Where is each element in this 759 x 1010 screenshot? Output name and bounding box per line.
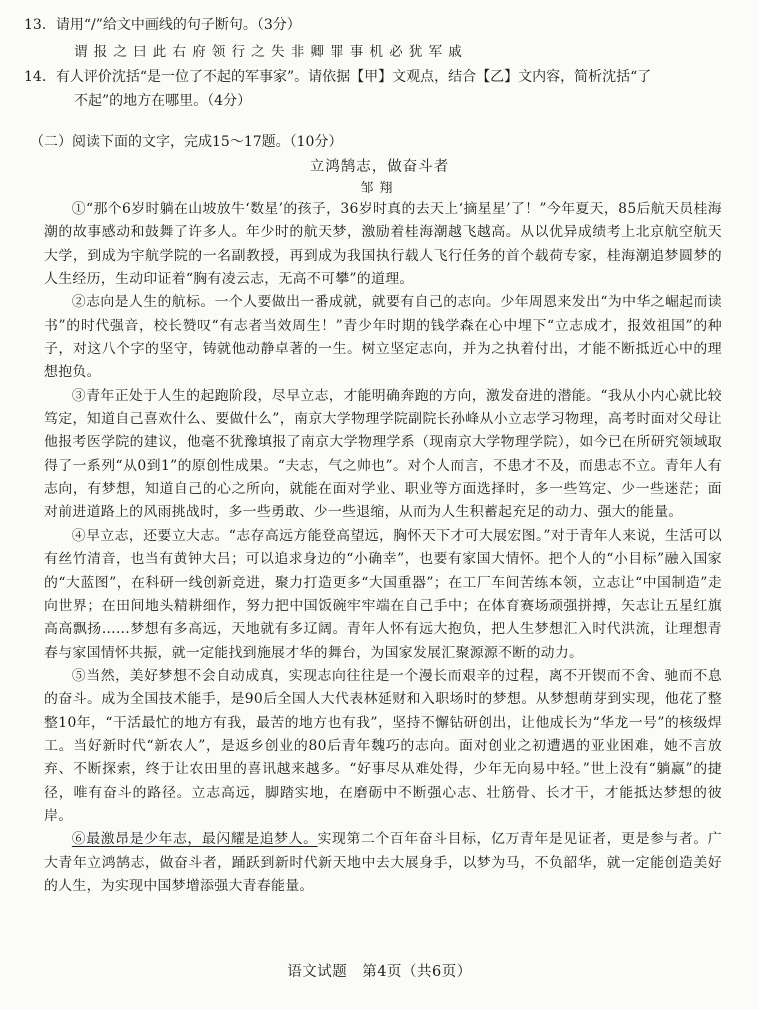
underlined-sentence: ⑥最激昂是少年志，最闪耀是追梦人。	[71, 831, 318, 848]
page-footer: 语文试题 第4页（共6页）	[287, 964, 472, 980]
article-title: 立鸿鹄志，做奋斗者	[309, 159, 450, 175]
paragraph-6-rest: 实现第二个百年奋斗目标，亿万青年是见证者，更是参与者。广大青年立鸿鹄志，做奋斗者，踊跃到新时代新天地中去大展身手，以梦为马，不负韶华，就一定能创造美好的人生，为实现中国梦增添强大青春能量。	[44, 831, 722, 894]
paragraph-5: ⑤当然，美好梦想不会自动成真，实现志向往往是一个漫长而艰辛的过程，离不开锲而不舍、驰而不息的奋斗。成为全国技术能手，是90后全国人大代表林延财和入职场时的梦想。从梦想萌芽到实现，他花了整整10年，“干活最忙的地方有我，最苦的地方也有我”，坚持不懈钻研创出，让他成长为“华龙一号”的核级焊工。当好新时代“新农人”，是返乡创业的80后青年魏巧的志向。面对创业之初遭遇的亚业困难，她不言放弃、不断探索，终于让农田里的喜讯越来越多。“好事尽从难处得，少年无向易中轻。”世上没有“躺赢”的捷径，唯有奋斗的路径。立志高远，脚踏实地，在磨砺中不断强心志、壮筋骨、长才干，才能抵达梦想的彼岸。	[44, 667, 722, 824]
paragraph-4: ④早立志，还要立大志。“志存高远方能登高望远，胸怀天下才可大展宏图。”对于青年人来说，生活可以有丝竹清音，也当有黄钟大吕；可以追求身边的“小确幸”，也要有家国大情怀。把个人的“小目标”融入国家的“大蓝图”，在科研一线创新竞进，聚力打造更多“大国重器”；在工厂车间苦练本领，立志让“中国制造”走向世界；在田间地头精耕细作，努力把中国饭碗牢牢端在自己手中；在体育赛场顽强拼搏，矢志让五星红旗高高飘扬……梦想有多高远，天地就有多辽阔。青年人怀有远大抱负，把人生梦想汇入时代洪流，让理想青春与家国情怀共振，就一定能找到施展才华的舞台，为国家发展汇聚源源不断的动力。	[44, 527, 722, 661]
paragraph-1: ①“那个6岁时躺在山坡放牛‘数星’的孩子，36岁时真的去天上‘摘星星’了！”今年夏天，85后航天员桂海潮的故事感动和鼓舞了许多人。年少时的航天梦，激励着桂海潮越飞越高。从以优异成绩考上北京航空航天大学，到成为宇航学院的一名副教授，再到成为我国执行载人飞行任务的首个载荷专家，桂海潮追梦圆梦的人生经历，生动印证着“胸有凌云志，无高不可攀”的道理。	[44, 201, 722, 288]
question-13: 13．请用“/”给文中画线的句子断句。（3分）	[24, 17, 301, 33]
paragraph-3: ③青年正处于人生的起跑阶段，尽早立志，才能明确奔跑的方向，激发奋进的潜能。“我从小内心就比较笃定，知道自己喜欢什么、要做什么”，南京大学物理学院副院长孙峰从小立志学习物理，高考时面对父母让他报考医学院的建议，他毫不犹豫填报了南京大学物理学系（现南京大学物理学院），如今已在所研究领域取得了一系列“从0到1”的原创性成果。“夫志，气之帅也”。对个人而言，不患才不及，而患志不立。青年人有志向，有梦想，知道自己的心之所向，就能在面对学业、职业等方面选择时，多一些笃定、少一些迷茫；面对前进道路上的风雨挑战时，多一些勇敢、少一些退缩，从而为人生积蓄起充足的动力、强大的能量。	[44, 387, 722, 521]
question-14: 14．有人评价沈括“是一位了不起的军事家”。请依据【甲】文观点，结合【乙】文内容，简析沈括“了	[24, 69, 652, 85]
paragraph-6	[44, 828, 722, 898]
article-author: 邹翔	[360, 181, 399, 196]
question-14-continuation: 不起”的地方在哪里。（4分）	[74, 93, 252, 109]
section-heading: （二）阅读下面的文字，完成15～17题。（10分）	[30, 134, 343, 150]
paragraph-2: ②志向是人生的航标。一个人要做出一番成就，就要有自己的志向。少年周恩来发出“为中华之崛起而读书”的时代强音，校长赞叹“有志者当效周生！”青少年时期的钱学森在心中埋下“立志成才，报效祖国”的种子，对这八个字的坚守，铸就他动静卓著的一生。树立坚定志向，并为之执着付出，才能不断抵近心中的理想抱负。	[44, 294, 722, 381]
article-body	[44, 198, 722, 898]
question-13-sentence: 谓报之曰此右府领行之失非卿罪事机必犹军戚	[74, 44, 468, 60]
